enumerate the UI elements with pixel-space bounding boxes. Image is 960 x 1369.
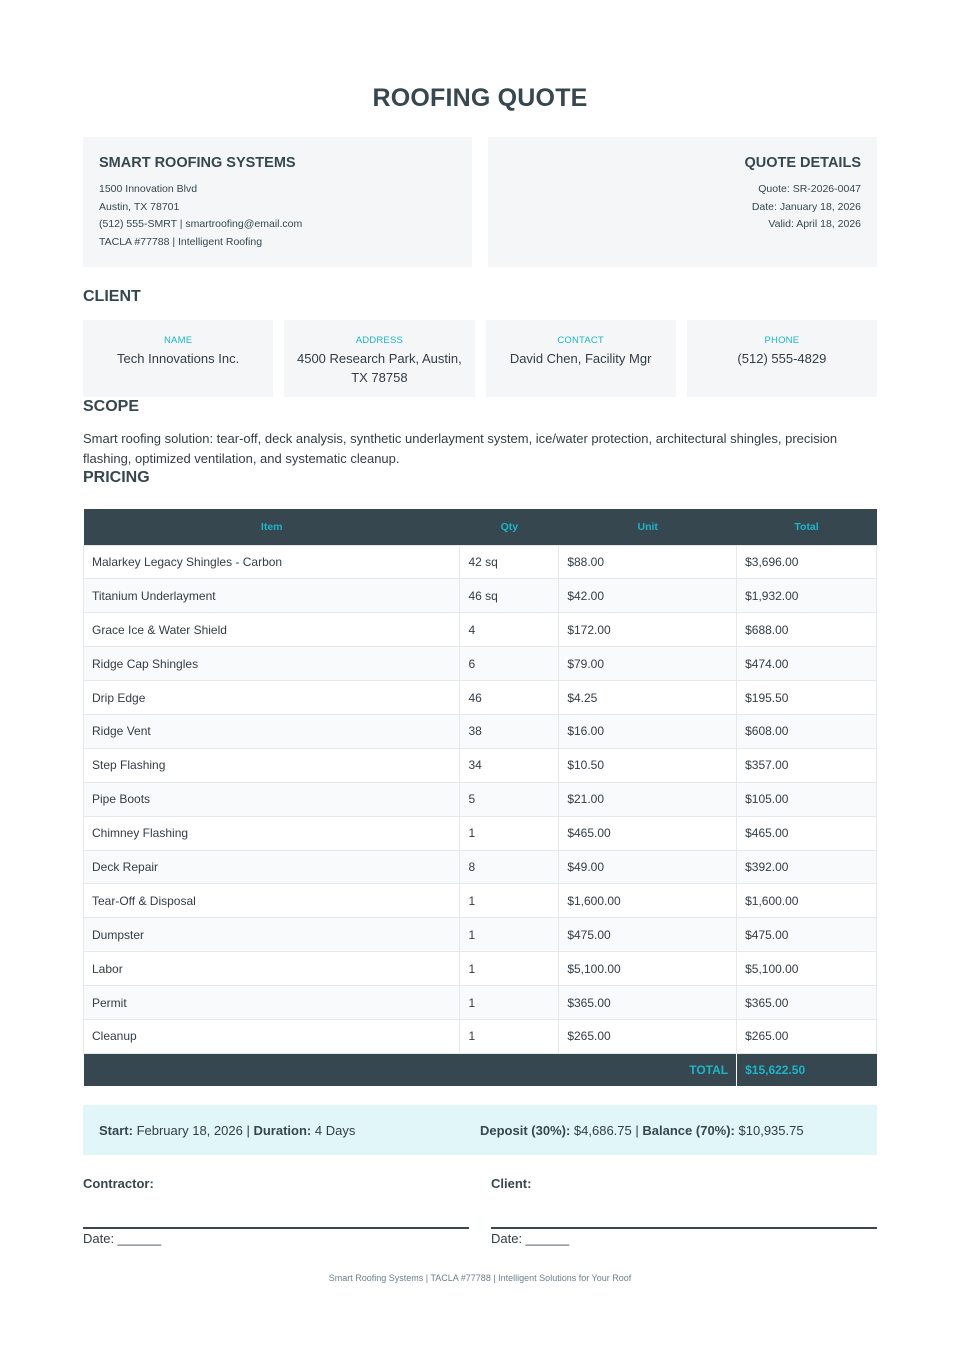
qty-cell: 38 bbox=[460, 714, 559, 748]
total-cell: $465.00 bbox=[737, 816, 877, 850]
client-signature-label: Client: bbox=[491, 1176, 532, 1191]
client-contact-card bbox=[486, 320, 676, 397]
table-row bbox=[84, 545, 877, 579]
qty-cell: 46 sq bbox=[460, 579, 559, 613]
client-address-card bbox=[284, 320, 474, 397]
col-header-total: Total bbox=[737, 509, 877, 545]
unit-cell: $49.00 bbox=[559, 850, 737, 884]
page-title: ROOFING QUOTE bbox=[372, 84, 588, 112]
total-cell: $105.00 bbox=[737, 782, 877, 816]
total-cell: $608.00 bbox=[737, 714, 877, 748]
unit-cell: $265.00 bbox=[559, 1019, 737, 1053]
item-cell: Permit bbox=[84, 986, 460, 1020]
client-signature-line[interactable] bbox=[491, 1227, 877, 1229]
total-cell: $365.00 bbox=[737, 986, 877, 1020]
quote-date: Date: January 18, 2026 bbox=[751, 200, 861, 213]
company-address-line: 1500 Innovation Blvd bbox=[99, 183, 198, 195]
col-header-item: Item bbox=[84, 509, 460, 545]
table-row bbox=[84, 952, 877, 986]
col-header-unit: Unit bbox=[559, 509, 737, 545]
pricing-header-row bbox=[84, 509, 877, 545]
company-contact-line: (512) 555-SMRT | smartroofing@email.com bbox=[99, 218, 303, 231]
balance-value: $10,935.75 bbox=[738, 1122, 804, 1138]
item-cell: Labor bbox=[84, 952, 460, 986]
duration-value: 4 Days bbox=[314, 1122, 356, 1138]
total-cell: $3,696.00 bbox=[737, 545, 877, 579]
qty-cell: 1 bbox=[460, 816, 559, 850]
col-header-qty: Qty bbox=[460, 509, 559, 545]
table-row bbox=[84, 850, 877, 884]
qty-cell: 46 bbox=[460, 681, 559, 715]
qty-cell: 42 sq bbox=[460, 545, 559, 579]
qty-cell: 1 bbox=[460, 884, 559, 918]
item-cell: Titanium Underlayment bbox=[84, 579, 460, 613]
payment-summary-bar bbox=[83, 1105, 877, 1155]
scope-heading: SCOPE bbox=[83, 398, 140, 415]
company-info-panel bbox=[83, 137, 472, 267]
table-row bbox=[84, 714, 877, 748]
qty-cell: 6 bbox=[460, 647, 559, 681]
quote-details-panel bbox=[488, 137, 877, 267]
client-info-row bbox=[83, 320, 877, 397]
qty-cell: 1 bbox=[460, 986, 559, 1020]
table-row bbox=[84, 1019, 877, 1053]
contractor-date-field: Date: ______ bbox=[83, 1231, 162, 1246]
total-cell: $5,100.00 bbox=[737, 952, 877, 986]
item-cell: Pipe Boots bbox=[84, 782, 460, 816]
qty-cell: 1 bbox=[460, 918, 559, 952]
client-address-label: ADDRESS bbox=[355, 335, 404, 346]
item-cell: Malarkey Legacy Shingles - Carbon bbox=[84, 545, 460, 579]
qty-cell: 1 bbox=[460, 952, 559, 986]
start-label: Start: bbox=[99, 1122, 133, 1138]
unit-cell: $4.25 bbox=[559, 681, 737, 715]
item-cell: Step Flashing bbox=[84, 748, 460, 782]
item-cell: Deck Repair bbox=[84, 850, 460, 884]
pricing-heading: PRICING bbox=[83, 469, 150, 486]
unit-cell: $10.50 bbox=[559, 748, 737, 782]
contractor-signature-label: Contractor: bbox=[83, 1176, 154, 1191]
unit-cell: $5,100.00 bbox=[559, 952, 737, 986]
total-cell: $195.50 bbox=[737, 681, 877, 715]
client-heading: CLIENT bbox=[83, 288, 141, 305]
item-cell: Chimney Flashing bbox=[84, 816, 460, 850]
item-cell: Drip Edge bbox=[84, 681, 460, 715]
total-cell: $392.00 bbox=[737, 850, 877, 884]
item-cell: Grace Ice & Water Shield bbox=[84, 613, 460, 647]
deposit-label: Deposit (30%): bbox=[480, 1122, 571, 1138]
unit-cell: $475.00 bbox=[559, 918, 737, 952]
balance-label: Balance (70%): bbox=[642, 1122, 735, 1138]
item-cell: Ridge Vent bbox=[84, 714, 460, 748]
client-contact-value: David Chen, Facility Mgr bbox=[509, 351, 652, 366]
client-name-card bbox=[83, 320, 273, 397]
item-cell: Cleanup bbox=[84, 1019, 460, 1053]
client-name-value: Tech Innovations Inc. bbox=[117, 351, 240, 366]
table-row bbox=[84, 579, 877, 613]
contractor-signature-line[interactable] bbox=[83, 1227, 469, 1229]
company-name: SMART ROOFING SYSTEMS bbox=[99, 155, 296, 171]
table-row bbox=[84, 681, 877, 715]
total-cell: $474.00 bbox=[737, 647, 877, 681]
unit-cell: $365.00 bbox=[559, 986, 737, 1020]
qty-cell: 4 bbox=[460, 613, 559, 647]
deposit-value: $4,686.75 bbox=[573, 1122, 632, 1138]
client-address-value: 4500 Research Park, Austin, TX 78758 bbox=[296, 351, 462, 385]
table-row bbox=[84, 884, 877, 918]
table-row bbox=[84, 782, 877, 816]
quote-valid-until: Valid: April 18, 2026 bbox=[768, 218, 861, 231]
total-cell: $688.00 bbox=[737, 613, 877, 647]
payment-terms-summary bbox=[480, 1123, 861, 1138]
table-row bbox=[84, 613, 877, 647]
qty-cell: 8 bbox=[460, 850, 559, 884]
scope-description: Smart roofing solution: tear-off, deck analysis, synthetic underlayment system, ice/water protection, architectural shingles, precision flashing, optimized ventilation, and systematic cleanup. bbox=[83, 431, 838, 466]
qty-cell: 5 bbox=[460, 782, 559, 816]
unit-cell: $79.00 bbox=[559, 647, 737, 681]
schedule-summary bbox=[99, 1123, 480, 1138]
quote-number: Quote: SR-2026-0047 bbox=[758, 183, 861, 195]
duration-label: Duration: bbox=[253, 1122, 312, 1138]
page-footer: Smart Roofing Systems | TACLA #77788 | Intelligent Solutions for Your Roof bbox=[328, 1273, 632, 1283]
contractor-signature-block bbox=[83, 1176, 469, 1246]
client-name-label: NAME bbox=[164, 335, 193, 346]
table-row bbox=[84, 986, 877, 1020]
table-row bbox=[84, 647, 877, 681]
pricing-table bbox=[83, 509, 877, 1086]
item-cell: Dumpster bbox=[84, 918, 460, 952]
start-value: February 18, 2026 bbox=[136, 1122, 243, 1138]
company-license-line: TACLA #77788 | Intelligent Roofing bbox=[99, 236, 263, 249]
client-phone-value: (512) 555-4829 bbox=[737, 351, 827, 366]
qty-cell: 34 bbox=[460, 748, 559, 782]
qty-cell: 1 bbox=[460, 1019, 559, 1053]
total-cell: $1,932.00 bbox=[737, 579, 877, 613]
client-phone-label: PHONE bbox=[764, 335, 800, 346]
total-cell: $1,600.00 bbox=[737, 884, 877, 918]
unit-cell: $16.00 bbox=[559, 714, 737, 748]
grand-total-label: TOTAL bbox=[84, 1053, 737, 1086]
separator: | bbox=[635, 1122, 639, 1138]
item-cell: Ridge Cap Shingles bbox=[84, 647, 460, 681]
total-cell: $475.00 bbox=[737, 918, 877, 952]
quote-details-heading: QUOTE DETAILS bbox=[744, 155, 861, 171]
unit-cell: $1,600.00 bbox=[559, 884, 737, 918]
unit-cell: $21.00 bbox=[559, 782, 737, 816]
table-row bbox=[84, 816, 877, 850]
total-cell: $265.00 bbox=[737, 1019, 877, 1053]
client-phone-card bbox=[687, 320, 877, 397]
table-row bbox=[84, 918, 877, 952]
grand-total-value: $15,622.50 bbox=[737, 1053, 877, 1086]
unit-cell: $42.00 bbox=[559, 579, 737, 613]
unit-cell: $88.00 bbox=[559, 545, 737, 579]
unit-cell: $172.00 bbox=[559, 613, 737, 647]
company-city-line: Austin, TX 78701 bbox=[99, 200, 180, 213]
table-row bbox=[84, 748, 877, 782]
unit-cell: $465.00 bbox=[559, 816, 737, 850]
total-cell: $357.00 bbox=[737, 748, 877, 782]
client-signature-block bbox=[491, 1176, 877, 1246]
client-contact-label: CONTACT bbox=[557, 335, 604, 346]
separator: | bbox=[246, 1122, 250, 1138]
item-cell: Tear-Off & Disposal bbox=[84, 884, 460, 918]
total-row bbox=[84, 1053, 877, 1086]
client-date-field: Date: ______ bbox=[491, 1231, 570, 1246]
